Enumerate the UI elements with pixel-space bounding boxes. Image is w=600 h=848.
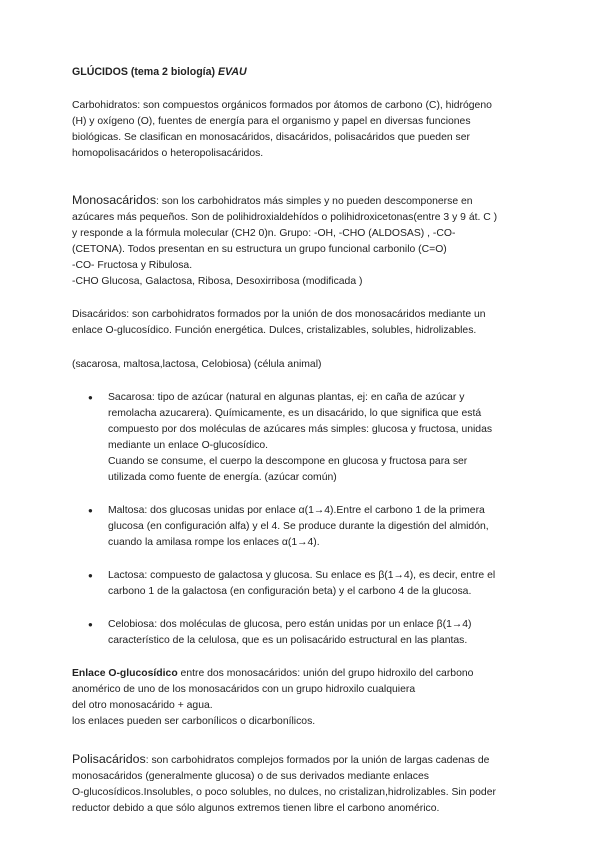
intro-line: homopolisacáridos o heteropolisacáridos. [72,148,264,159]
list-item-line: ● Sacarosa: tipo de azúcar (natural en algunas plantas, ej: en caña de azúcar y [108,392,465,403]
monosacaridos-paragraph [72,192,534,290]
polisacaridos-heading: Polisacáridos [72,752,146,766]
list-item-sacarosa [72,390,534,486]
title-tag: EVAU [217,66,247,78]
monosacaridos-heading: Monosacáridos [72,193,157,207]
enlace-paragraph [72,666,534,730]
list-item-line: Cuando se consume, el cuerpo la descompone en glucosa y fructosa para ser [108,456,468,467]
disacaridos-list [72,390,534,649]
intro-line: biológicas. Se clasifican en monosacáridos, disacáridos, polisacáridos que pueden ser [72,132,470,143]
list-item-line: ● Lactosa: compuesto de galactosa y glucosa. Su enlace es β(1→4), es decir, entre el [108,570,496,581]
list-item-line: ● Maltosa: dos glucosas unidas por enlace α(1→4).Entre el carbono 1 de la primera [108,505,485,516]
document-page [72,64,534,817]
enlace-line: del otro monosacárido + agua. [72,700,213,711]
disacaridos-list-intro: (sacarosa, maltosa,lactosa, Celobiosa) (célula animal) [72,359,322,370]
enlace-line: anomérico de uno de los monosacáridos con un grupo hidroxilo cualquiera [72,684,416,695]
list-item-maltosa [72,503,534,551]
enlace-heading: Enlace O-glucosídico [72,668,178,679]
disacaridos-paragraph [72,307,534,339]
monosacaridos-line: azúcares más pequeños. Son de polihidroxialdehídos o polihidroxicetonas(entre 3 y 9 át. C ) [72,212,498,223]
monosacaridos-line: -CHO Glucosa, Galactosa, Ribosa, Desoxirribosa (modificada ) [72,276,363,287]
monosacaridos-line: y responde a la fórmula molecular (CH2 0)n. Grupo: -OH, -CHO (ALDOSAS) , -CO- [72,228,456,239]
list-item-line: compuesto por dos moléculas de azúcares más simples: glucosa y fructosa, unidas [108,424,493,435]
polisacaridos-paragraph [72,751,534,817]
disacaridos-line: enlace O-glucosídico. Función energética. Dulces, cristalizables, solubles, hidrolizables. [72,325,477,336]
intro-line: (H) y oxígeno (O), fuentes de energía para el organismo y papel en diversas funciones [72,116,471,127]
list-item-line: utilizada como fuente de energía. (azúcar común) [108,472,337,483]
monosacaridos-line: (CETONA). Todos presentan en su estructura un grupo funcional carbonilo (C=O) [72,244,447,255]
polisacaridos-first-line-text: : son carbohidratos complejos formados por la unión de largas cadenas de [145,755,490,766]
polisacaridos-line: O-glucosídicos.Insolubles, o poco solubles, no dulces, no cristalizan,hidrolizables. Sin poder [72,787,496,798]
monosacaridos-line: -CO- Fructosa y Ribulosa. [72,260,193,271]
list-item-line: mediante un enlace O-glucosídico. [108,440,268,451]
list-item-line: remolacha azucarera). Químicamente, es un disacárido, lo que significa que está [108,408,482,419]
list-item-line: carbono 1 de la galactosa (en configuración beta) y el carbono 4 de la glucosa. [108,586,472,597]
intro-paragraph [72,98,534,162]
enlace-line: los enlaces pueden ser carbonílicos o dicarbonílicos. [72,716,316,727]
title-main: GLÚCIDOS (tema 2 biología) [72,66,216,78]
monosacaridos-first-line [72,192,534,210]
list-item-celobiosa [72,617,534,649]
list-item-line: ● Celobiosa: dos moléculas de glucosa, pero están unidas por un enlace β(1→4) [108,619,472,630]
enlace-first-line [72,666,534,682]
list-item-line: característico de la celulosa, que es un polisacárido estructural en las plantas. [108,635,468,646]
enlace-first-line-text: entre dos monosacáridos: unión del grupo hidroxilo del carbono [177,668,474,679]
list-item-line: glucosa (en configuración alfa) y el 4. Se produce durante la digestión del almidón, [108,521,489,532]
monosacaridos-first-line-text: : son los carbohidratos más simples y no pueden descomponerse en [156,196,473,207]
polisacaridos-line: monosacáridos (generalmente glucosa) o de sus derivados mediante enlaces [72,771,429,782]
list-item-lactosa [72,568,534,600]
polisacaridos-line: reductor debido a que sólo algunos extremos tienen libre el carbono anomérico. [72,803,440,814]
document-title [72,64,534,80]
intro-line: Carbohidratos: son compuestos orgánicos formados por átomos de carbono (C), hidrógeno [72,100,492,111]
disacaridos-line: Disacáridos: son carbohidratos formados por la unión de dos monosacáridos mediante un [72,309,486,320]
list-item-line: cuando la amilasa rompe los enlaces α(1→4). [108,537,320,548]
polisacaridos-first-line [72,751,534,769]
